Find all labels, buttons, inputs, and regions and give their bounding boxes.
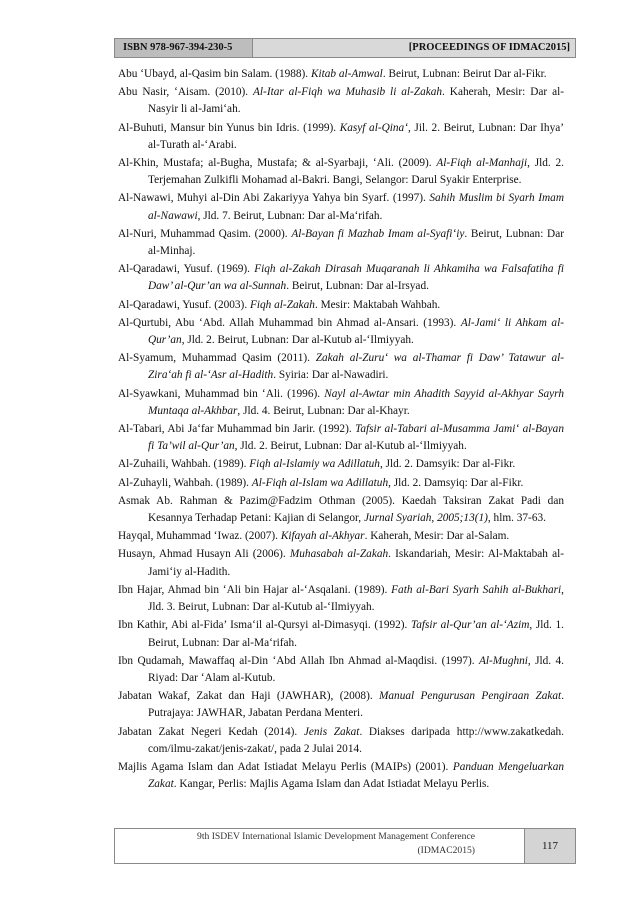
reference-entry — [118, 493, 564, 527]
reference-entry — [118, 528, 564, 545]
reference-text: Ibn Qudamah, Mawaffaq al-Din ‘Abd Allah Ibn Ahmad al-Maqdisi. (1997). — [118, 654, 479, 667]
reference-title: Al-Mughni — [478, 654, 528, 667]
reference-publisher: , Jld. 2. Damsyiq: Dar al-Fikr. — [388, 476, 524, 489]
reference-title: Zakah al-Zuru‘ wa al-Thamar fi Daw’ Tatawur al-Zira‘ah fi al-‘Asr al-Hadith — [148, 352, 564, 382]
reference-title: Fiqh al-Islamiy wa Adillatuh — [249, 458, 380, 471]
reference-publisher: , Jld. 2. Beirut, Lubnan: Dar al-Kutub al-‘Ilmiyyah. — [234, 440, 467, 453]
reference-publisher: , Jld. 2. Terjemahan Zulkifli Mohamad al-Bakri. Bangi, Selangor: Darul Syakir Enterprise. — [148, 157, 564, 187]
reference-publisher: . Beirut, Lubnan: Dar al-Irsyad. — [286, 280, 429, 293]
reference-title: Panduan Mengeluarkan Zakat — [148, 760, 564, 791]
page-number: 117 — [524, 829, 575, 863]
reference-text: Al-Khin, Mustafa; al-Bugha, Mustafa; & al-Syarbaji, ‘Ali. (2009). — [118, 157, 437, 170]
reference-publisher: , Jld. 4. Riyad: Dar ‘Alam al-Kutub. — [148, 654, 565, 684]
reference-entry — [118, 688, 564, 722]
reference-publisher: . Putrajaya: JAWHAR, Jabatan Perdana Menteri. — [148, 690, 565, 720]
reference-title: Manual Pengurusan Pengiraan Zakat — [379, 690, 562, 703]
reference-entry — [118, 226, 564, 260]
reference-text: Asmak Ab. Rahman & Pazim@Fadzim Othman (2005). Kaedah Taksiran Zakat Padi dan Kesannya Terhadap Petani: Kajian di Selangor, — [118, 494, 564, 525]
conference-name — [197, 830, 475, 858]
reference-title: Jurnal Syariah, 2005;13(1) — [363, 512, 488, 525]
reference-title: Kitab al-Amwal — [310, 68, 383, 80]
reference-entry — [118, 724, 564, 758]
reference-title: Tafsir al-Tabari al-Musamma Jami‘ al-Bayan fi Ta’wil al-Qur’an — [148, 423, 564, 453]
reference-entry — [118, 84, 564, 118]
reference-entry — [118, 582, 564, 616]
reference-entry — [118, 315, 564, 349]
reference-publisher: . Mesir: Maktabah Wahbah. — [314, 298, 441, 311]
reference-entry — [118, 456, 564, 473]
reference-text: Al-Syamum, Muhammad Qasim (2011). — [118, 352, 316, 365]
proceedings-title: [PROCEEDINGS OF IDMAC2015] — [408, 42, 570, 53]
reference-list — [118, 66, 564, 794]
reference-title: Jenis Zakat — [303, 725, 360, 738]
reference-title: Nayl al-Awtar min Ahadith Sayyid al-Akhyar Sayrh Muntaqa al-Akhbar — [148, 387, 564, 417]
reference-publisher: , Jld. 2. Damsyik: Dar al-Fikr. — [379, 458, 516, 471]
reference-publisher: , Jld. 7. Beirut, Lubnan: Dar al-Ma‘rifah. — [197, 209, 383, 222]
conference-line-2: (IDMAC2015) — [417, 845, 475, 856]
reference-title: Al-Bayan fi Mazhab Imam al-Syafi‘iy — [291, 227, 465, 240]
reference-entry — [118, 120, 564, 154]
reference-text: Husayn, Ahmad Husayn Ali (2006). — [118, 548, 290, 561]
reference-entry — [118, 475, 564, 492]
reference-title: Kasyf al-Qina‘ — [339, 121, 408, 134]
reference-entry — [118, 653, 564, 687]
reference-publisher: . Syiria: Dar al-Nawadiri. — [273, 369, 389, 382]
reference-text: Al-Zuhaili, Wahbah. (1989). — [118, 458, 250, 471]
reference-publisher: . Diakses daripada http://www.zakatkedah. com/ilmu-zakat/jenis-zakat/, pada 2 Julai 2014. — [148, 725, 564, 755]
reference-publisher: . Kangar, Perlis: Majlis Agama Islam dan Adat Istiadat Melayu Perlis. — [173, 778, 490, 791]
reference-entry — [118, 421, 564, 455]
reference-text: Al-Tabari, Abi Ja‘far Muhammad bin Jarir. (1992). — [118, 423, 356, 436]
reference-entry — [118, 66, 564, 83]
reference-publisher: , Jld. 3. Beirut, Lubnan: Dar al-Kutub al-‘Ilmiyyah. — [148, 583, 564, 614]
page-header — [114, 38, 576, 58]
reference-text: Al-Nawawi, Muhyi al-Din Abi Zakariyya Yahya bin Syarf. (1997). — [118, 192, 430, 205]
reference-text: Abu ‘Ubayd, al-Qasim bin Salam. (1988). — [118, 68, 311, 80]
reference-text: Al-Qaradawi, Yusuf. (1969). — [118, 263, 255, 276]
reference-publisher: , Jld. 1. Beirut, Lubnan: Dar al-Ma‘rifah. — [148, 619, 565, 649]
reference-publisher: , Jil. 2. Beirut, Lubnan: Dar Ihya’ al-Turath al-‘Arabi. — [148, 121, 564, 151]
isbn-label: ISBN 978-967-394-230-5 — [115, 39, 253, 57]
reference-title: Sahih Muslim bi Syarh Imam al-Nawawi — [148, 192, 564, 222]
reference-publisher: . Iskandariah, Mesir: Al-Maktabah al-Jami‘iy al-Hadith. — [148, 548, 564, 578]
reference-text: Hayqal, Muhammad ‘Iwaz. (2007). — [118, 530, 281, 543]
reference-entry — [118, 350, 564, 384]
reference-title: Kifayah al-Akhyar — [280, 530, 365, 543]
reference-entry — [118, 386, 564, 420]
reference-title: Fiqh al-Zakah — [249, 298, 315, 311]
reference-text: Al-Qaradawi, Yusuf. (2003). — [118, 298, 250, 311]
reference-text: Al-Syawkani, Muhammad bin ‘Ali. (1996). — [118, 387, 325, 400]
reference-entry — [118, 617, 564, 651]
reference-entry — [118, 190, 564, 224]
reference-publisher: . Beirut, Lubnan: Beirut Dar al-Fikr. — [382, 68, 547, 80]
reference-text: Ibn Hajar, Ahmad bin ‘Ali bin Hajar al-‘Asqalani. (1989). — [118, 583, 392, 596]
reference-title: Tafsir al-Qur’an al-‘Azim — [411, 619, 530, 632]
reference-publisher: . Beirut, Lubnan: Dar al-Minhaj. — [148, 227, 564, 258]
reference-entry — [118, 546, 564, 580]
reference-entry — [118, 759, 564, 793]
reference-text: Majlis Agama Islam dan Adat Istiadat Melayu Perlis (MAIPs) (2001). — [118, 760, 453, 773]
reference-title: Muhasabah al-Zakah — [289, 548, 389, 561]
reference-title: Al-Itar al-Fiqh wa Muhasib li al-Zakah — [253, 86, 443, 99]
reference-entry — [118, 155, 564, 189]
reference-title: Al-Fiqh al-Manhaji — [436, 157, 528, 170]
reference-text: Jabatan Wakaf, Zakat dan Haji (JAWHAR), (2008). — [118, 690, 379, 703]
reference-title: Fath al-Bari Syarh Sahih al-Bukhari — [391, 583, 562, 596]
reference-title: Al-Jami‘ li Ahkam al-Qur’an — [148, 316, 564, 347]
reference-publisher: , hlm. 37-63. — [487, 512, 546, 525]
reference-publisher: . Kaherah, Mesir: Dar al-Salam. — [364, 530, 510, 543]
reference-text: Al-Zuhayli, Wahbah. (1989). — [118, 476, 252, 489]
reference-text: Al-Buhuti, Mansur bin Yunus bin Idris. (1999). — [118, 121, 340, 134]
reference-entry — [118, 297, 564, 314]
reference-text: Al-Nuri, Muhammad Qasim. (2000). — [118, 227, 292, 240]
page-footer — [114, 828, 576, 864]
reference-publisher: . Kaherah, Mesir: Dar al-Nasyir li al-Jami‘ah. — [148, 86, 564, 116]
reference-title: Al-Fiqh al-Islam wa Adillatuh — [251, 476, 389, 489]
reference-title: Fiqh al-Zakah Dirasah Muqaranah li Ahkamiha wa Falsafatiha fi Daw’ al-Qur’an wa al-Sunnah — [148, 263, 564, 293]
conference-line-1: 9th ISDEV International Islamic Development Management Conference — [197, 831, 475, 842]
reference-text: Al-Qurtubi, Abu ‘Abd. Allah Muhammad bin Ahmad al-Ansari. (1993). — [118, 316, 461, 329]
reference-text: Ibn Kathir, Abi al-Fida’ Isma‘il al-Qursyi al-Dimasyqi. (1992). — [118, 619, 411, 632]
reference-text: Jabatan Zakat Negeri Kedah (2014). — [118, 725, 304, 738]
reference-publisher: , Jld. 4. Beirut, Lubnan: Dar al-Khayr. — [237, 404, 410, 417]
reference-entry — [118, 261, 564, 295]
reference-text: Abu Nasir, ‘Aisam. (2010). — [118, 86, 254, 99]
reference-publisher: , Jld. 2. Beirut, Lubnan: Dar al-Kutub al-‘Ilmiyyah. — [181, 334, 414, 347]
